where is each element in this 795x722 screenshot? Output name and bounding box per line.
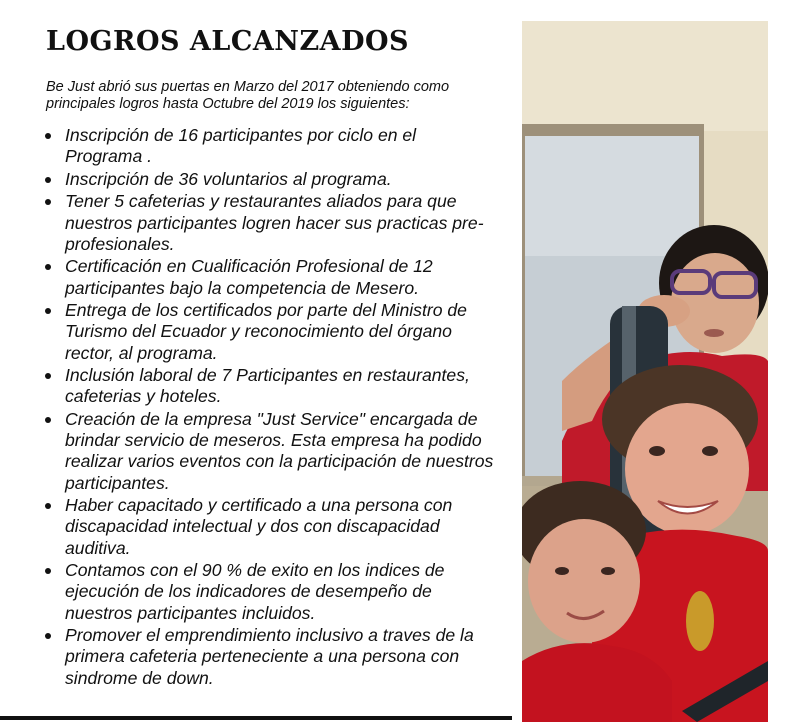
list-item-text: Inscripción de 16 participantes por ciclo en el Programa . <box>65 125 417 167</box>
participants-photo <box>522 21 768 722</box>
list-item <box>38 409 498 494</box>
list-item <box>38 625 498 689</box>
list-item-text: Creación de la empresa "Just Service" encargada de brindar servicio de meseros. Esta empresa ha podido realizar varios eventos con la participación de nuestros participantes. <box>65 408 494 493</box>
list-item <box>38 191 498 255</box>
list-item <box>38 365 498 407</box>
list-item-text: Promover el emprendimiento inclusivo a traves de la primera cafeteria perteneciente a una persona con sindrome de down. <box>65 625 474 688</box>
list-item-text: Contamos con el 90 % de exito en los indices de ejecución de los indicadores de desempeño de nuestros participantes incluidos. <box>65 560 445 623</box>
bottom-divider <box>0 716 512 720</box>
bullet-icon <box>45 264 51 270</box>
bullet-icon <box>45 199 51 205</box>
list-item-text: Entrega de los certificados por parte del Ministro de Turismo del Ecuador y reconocimiento del órgano rector, al programa. <box>65 300 467 363</box>
list-item-text: Inscripción de 36 voluntarios al programa. <box>65 168 392 189</box>
list-item <box>38 495 498 559</box>
list-item-text: Certificación en Cualificación Profesional de 12 participantes bajo la competencia de Mesero. <box>65 256 433 298</box>
list-item <box>38 256 498 298</box>
list-item <box>38 125 498 167</box>
bullet-icon <box>45 133 51 139</box>
bullet-icon <box>45 568 51 574</box>
bullet-icon <box>45 373 51 379</box>
list-item-text: Haber capacitado y certificado a una persona con discapacidad intelectual y dos con discapacidad auditiva. <box>65 495 453 558</box>
bullet-icon <box>45 308 51 314</box>
list-item-text: Tener 5 cafeterias y restaurantes aliados para que nuestros participantes logren hacer sus practicas pre-profesionales. <box>65 191 484 254</box>
bullet-icon <box>45 177 51 183</box>
bullet-icon <box>45 417 51 423</box>
intro-paragraph: Be Just abrió sus puertas en Marzo del 2017 obteniendo como principales logros hasta Octubre del 2019 los siguientes: <box>46 79 450 112</box>
list-item-text: Inclusión laboral de 7 Participantes en restaurantes, cafeterias y hoteles. <box>65 365 470 407</box>
achievements-list <box>38 125 498 690</box>
participants-photo-illustration <box>522 21 768 722</box>
bullet-icon <box>45 503 51 509</box>
bullet-icon <box>45 633 51 639</box>
list-item <box>38 169 498 190</box>
page-title: LOGROS ALCANZADOS <box>46 26 410 57</box>
list-item <box>38 560 498 624</box>
list-item <box>38 300 498 364</box>
